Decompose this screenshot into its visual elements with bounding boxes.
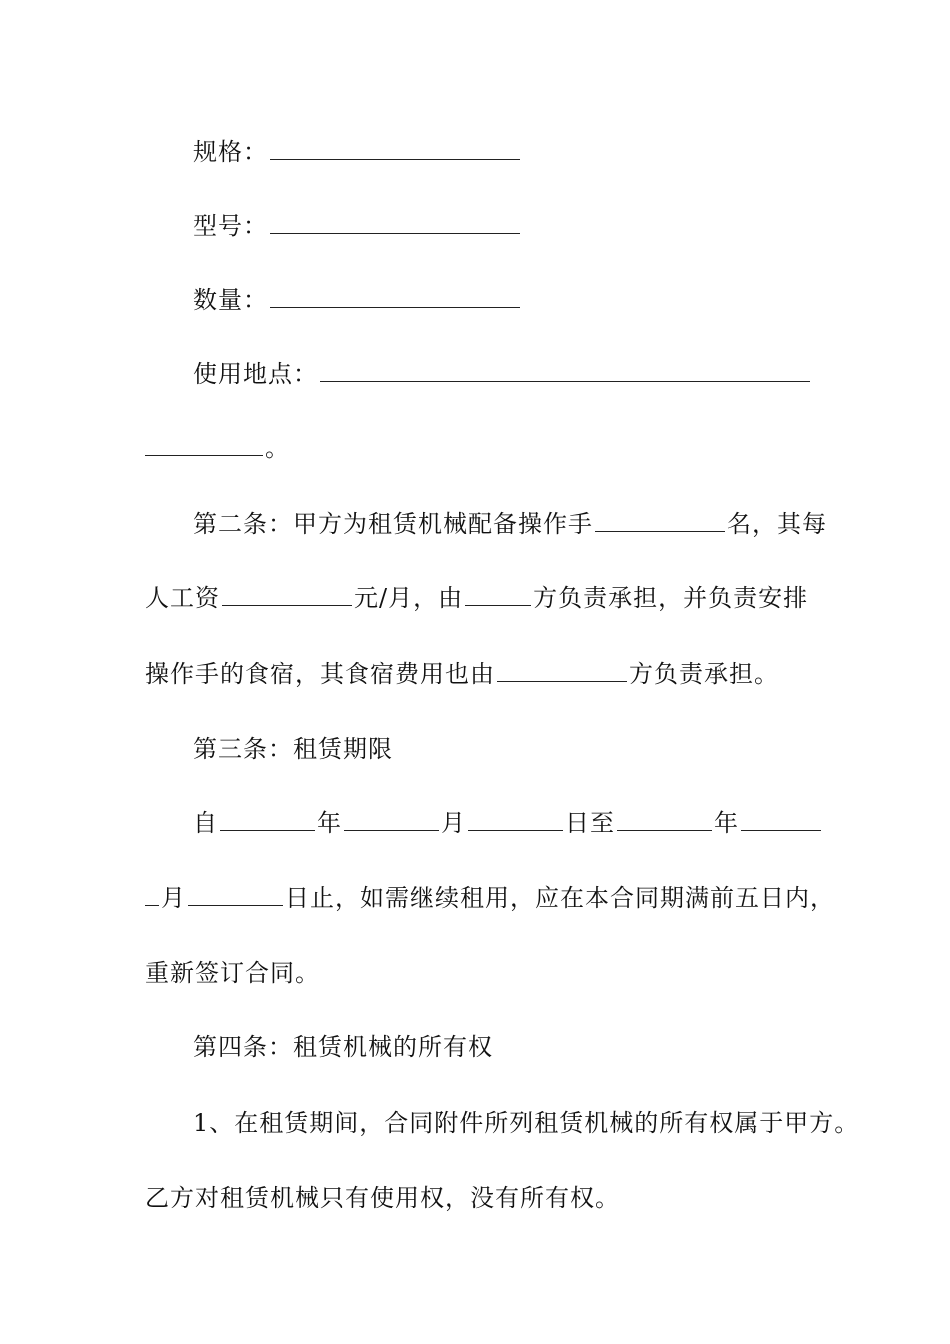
wage-party-blank [465,583,531,606]
art2-text-7: 方负责承担。 [629,660,779,688]
art3-line-3 [145,957,815,989]
location-end: 。 [265,434,290,462]
start-year-blank [220,808,315,831]
art4-line-1 [193,1107,863,1139]
location-line [193,358,863,390]
art2-text-3: 人工资 [145,584,220,612]
art4-title [193,1031,863,1063]
end-day-blank [188,883,283,906]
art2-text-1: 第二条：甲方为租赁机械配备操作手 [193,510,593,538]
quantity-line [193,284,863,316]
wage-blank [222,583,352,606]
art2-text-5: 方负责承担，并负责安排 [533,584,809,612]
art2-text-2: 名，其每 [727,510,827,538]
start-month-blank [344,808,439,831]
location-blank [320,359,810,382]
art4-item-1: 1、在租赁期间，合同附件所列租赁机械的所有权属于甲方。 [193,1109,860,1137]
model-blank [270,211,520,234]
model-line [193,210,863,242]
location-line-cont [145,432,815,464]
art3-month2: 月 [161,884,186,912]
art3-heading: 第三条：租赁期限 [193,735,393,763]
quantity-blank [270,285,520,308]
art3-day-end: 日止，如需继续租用，应在本合同期满前五日内， [285,884,835,912]
end-month-blank-cont [145,883,159,906]
art3-day-to: 日至 [565,809,615,837]
art4-heading: 第四条：租赁机械的所有权 [193,1033,493,1061]
quantity-label: 数量： [193,286,268,314]
art4-line-2 [145,1182,815,1214]
art2-text-6: 操作手的食宿，其食宿费用也由 [145,660,495,688]
art3-month: 月 [441,809,466,837]
art4-item-1b: 乙方对租赁机械只有使用权，没有所有权。 [145,1184,620,1212]
art3-year: 年 [317,809,342,837]
art3-line-2 [145,882,835,914]
location-label: 使用地点： [193,360,318,388]
end-month-blank [741,808,821,831]
art2-line-2 [145,582,815,614]
spec-line [193,136,863,168]
art3-line-1 [193,807,863,839]
art3-from: 自 [193,809,218,837]
art2-line-3 [145,658,815,690]
art3-title [193,733,863,765]
art2-line-1 [193,508,863,540]
lodging-party-blank [497,659,627,682]
operator-count-blank [595,509,725,532]
spec-label: 规格： [193,138,268,166]
art2-text-4: 元/月，由 [354,584,464,612]
end-year-blank [617,808,712,831]
location-blank-cont [145,433,263,456]
model-label: 型号： [193,212,268,240]
start-day-blank [468,808,563,831]
spec-blank [270,137,520,160]
art3-year2: 年 [714,809,739,837]
art3-renew: 重新签订合同。 [145,959,320,987]
